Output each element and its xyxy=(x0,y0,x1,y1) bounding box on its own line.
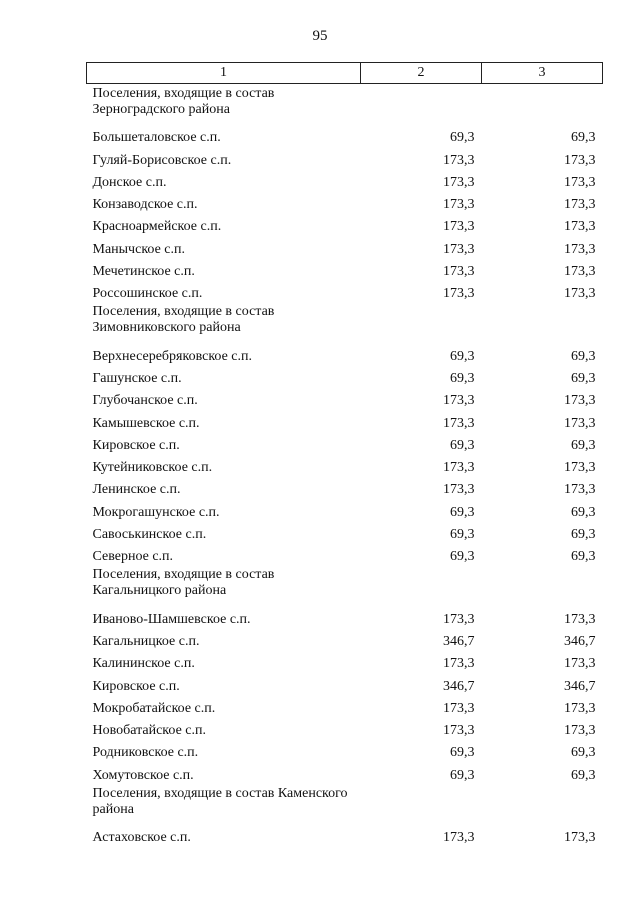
value-col-2: 173,3 xyxy=(443,393,475,409)
group-heading-row xyxy=(87,565,603,605)
table-body xyxy=(87,84,603,847)
settlement-name: Россошинское с.п. xyxy=(92,286,203,302)
value-col-2: 173,3 xyxy=(443,197,475,213)
value-col-2: 173,3 xyxy=(443,611,475,627)
empty-cell xyxy=(482,784,603,824)
settlement-name: Калининское с.п. xyxy=(92,656,195,672)
table-row xyxy=(87,695,603,717)
empty-cell xyxy=(361,784,482,824)
settlement-name: Манычское с.п. xyxy=(92,241,185,257)
table-row xyxy=(87,213,603,235)
table-row xyxy=(87,717,603,739)
value-col-2: 173,3 xyxy=(443,460,475,476)
value-col-2: 173,3 xyxy=(443,723,475,739)
settlement-name: Кировское с.п. xyxy=(92,437,180,453)
table-header xyxy=(87,63,603,84)
value-col-3: 173,3 xyxy=(564,723,596,739)
header-row xyxy=(87,63,603,84)
value-col-3: 173,3 xyxy=(564,197,596,213)
settlement-name: Савоськинское с.п. xyxy=(92,527,207,543)
group-heading: Поселения, входящие в состав Кагальницкого района xyxy=(92,567,275,599)
settlement-name: Конзаводское с.п. xyxy=(92,197,198,213)
value-col-2: 173,3 xyxy=(443,700,475,716)
value-col-3: 69,3 xyxy=(571,549,596,565)
settlement-name: Северное с.п. xyxy=(92,549,174,565)
table-row xyxy=(87,387,603,409)
value-col-3: 69,3 xyxy=(571,370,596,386)
header-col-1: 1 xyxy=(87,63,361,84)
table-row xyxy=(87,432,603,454)
value-col-3: 69,3 xyxy=(571,527,596,543)
settlement-name: Мечетинское с.п. xyxy=(92,264,195,280)
group-heading: Поселения, входящие в состав Зерноградского района xyxy=(92,86,275,117)
value-col-2: 173,3 xyxy=(443,482,475,498)
table-row xyxy=(87,605,603,627)
value-col-2: 173,3 xyxy=(443,241,475,257)
settlements-table-container xyxy=(86,62,602,846)
value-col-3: 69,3 xyxy=(571,130,596,146)
table-row xyxy=(87,650,603,672)
table-row xyxy=(87,258,603,280)
table-row xyxy=(87,146,603,168)
value-col-2: 69,3 xyxy=(450,504,475,520)
settlement-name: Иваново-Шамшевское с.п. xyxy=(92,611,251,627)
settlement-name: Кировское с.п. xyxy=(92,678,180,694)
value-col-2: 173,3 xyxy=(443,830,475,846)
value-col-2: 346,7 xyxy=(443,633,475,649)
header-col-2: 2 xyxy=(361,63,482,84)
value-col-3: 69,3 xyxy=(571,745,596,761)
value-col-2: 69,3 xyxy=(450,527,475,543)
value-col-2: 69,3 xyxy=(450,767,475,783)
settlement-name: Верхнесеребряковское с.п. xyxy=(92,348,252,364)
value-col-3: 173,3 xyxy=(564,393,596,409)
value-col-3: 69,3 xyxy=(571,437,596,453)
empty-cell xyxy=(361,565,482,605)
value-col-3: 173,3 xyxy=(564,241,596,257)
value-col-2: 69,3 xyxy=(450,370,475,386)
settlement-name: Гашунское с.п. xyxy=(92,370,182,386)
settlement-name: Кутейниковское с.п. xyxy=(92,460,213,476)
settlement-name: Донское с.п. xyxy=(92,174,167,190)
table-row xyxy=(87,628,603,650)
value-col-3: 173,3 xyxy=(564,286,596,302)
value-col-3: 69,3 xyxy=(571,504,596,520)
settlement-name: Родниковское с.п. xyxy=(92,745,199,761)
value-col-3: 69,3 xyxy=(571,767,596,783)
value-col-2: 69,3 xyxy=(450,437,475,453)
table-row xyxy=(87,824,603,846)
value-col-2: 346,7 xyxy=(443,678,475,694)
value-col-2: 173,3 xyxy=(443,286,475,302)
table-row xyxy=(87,761,603,783)
table-row xyxy=(87,280,603,302)
value-col-3: 173,3 xyxy=(564,656,596,672)
group-heading-row xyxy=(87,84,603,125)
settlement-name: Новобатайское с.п. xyxy=(92,723,206,739)
table-row xyxy=(87,521,603,543)
table-row xyxy=(87,191,603,213)
table-row xyxy=(87,342,603,364)
table-row xyxy=(87,498,603,520)
value-col-3: 173,3 xyxy=(564,482,596,498)
value-col-2: 69,3 xyxy=(450,130,475,146)
value-col-3: 69,3 xyxy=(571,348,596,364)
group-heading-row xyxy=(87,784,603,824)
empty-cell xyxy=(361,84,482,125)
settlements-table xyxy=(86,62,603,846)
value-col-3: 173,3 xyxy=(564,611,596,627)
value-col-3: 173,3 xyxy=(564,700,596,716)
value-col-3: 173,3 xyxy=(564,264,596,280)
group-heading-row xyxy=(87,302,603,342)
group-heading: Поселения, входящие в состав Зимовниковского района xyxy=(92,304,275,336)
settlement-name: Камышевское с.п. xyxy=(92,415,200,431)
settlement-name: Хомутовское с.п. xyxy=(92,767,194,783)
value-col-2: 173,3 xyxy=(443,219,475,235)
value-col-2: 173,3 xyxy=(443,152,475,168)
empty-cell xyxy=(361,302,482,342)
table-row xyxy=(87,365,603,387)
table-row xyxy=(87,169,603,191)
empty-cell xyxy=(482,565,603,605)
table-row xyxy=(87,672,603,694)
table-row xyxy=(87,124,603,146)
settlement-name: Кагальницкое с.п. xyxy=(92,633,200,649)
table-row xyxy=(87,739,603,761)
table-row xyxy=(87,235,603,257)
empty-cell xyxy=(482,84,603,125)
value-col-2: 173,3 xyxy=(443,264,475,280)
value-col-2: 173,3 xyxy=(443,174,475,190)
page-number: 95 xyxy=(312,28,328,44)
value-col-2: 173,3 xyxy=(443,415,475,431)
value-col-3: 173,3 xyxy=(564,415,596,431)
value-col-3: 173,3 xyxy=(564,152,596,168)
table-row xyxy=(87,543,603,565)
value-col-2: 69,3 xyxy=(450,348,475,364)
value-col-3: 173,3 xyxy=(564,830,596,846)
table-row xyxy=(87,454,603,476)
table-row xyxy=(87,409,603,431)
header-col-3: 3 xyxy=(482,63,603,84)
value-col-2: 173,3 xyxy=(443,656,475,672)
value-col-2: 69,3 xyxy=(450,745,475,761)
settlement-name: Глубочанское с.п. xyxy=(92,393,198,409)
settlement-name: Ленинское с.п. xyxy=(92,482,181,498)
group-heading: Поселения, входящие в состав Каменского района xyxy=(92,785,348,817)
settlement-name: Красноармейское с.п. xyxy=(92,219,222,235)
value-col-3: 346,7 xyxy=(564,633,596,649)
value-col-3: 173,3 xyxy=(564,219,596,235)
settlement-name: Гуляй-Борисовское с.п. xyxy=(92,152,232,168)
value-col-3: 173,3 xyxy=(564,174,596,190)
empty-cell xyxy=(482,302,603,342)
value-col-3: 173,3 xyxy=(564,460,596,476)
settlement-name: Мокробатайское с.п. xyxy=(92,700,216,716)
settlement-name: Мокрогашунское с.п. xyxy=(92,504,220,520)
settlement-name: Астаховское с.п. xyxy=(92,830,191,846)
value-col-2: 69,3 xyxy=(450,549,475,565)
table-row xyxy=(87,476,603,498)
settlement-name: Большеталовское с.п. xyxy=(92,130,221,146)
value-col-3: 346,7 xyxy=(564,678,596,694)
